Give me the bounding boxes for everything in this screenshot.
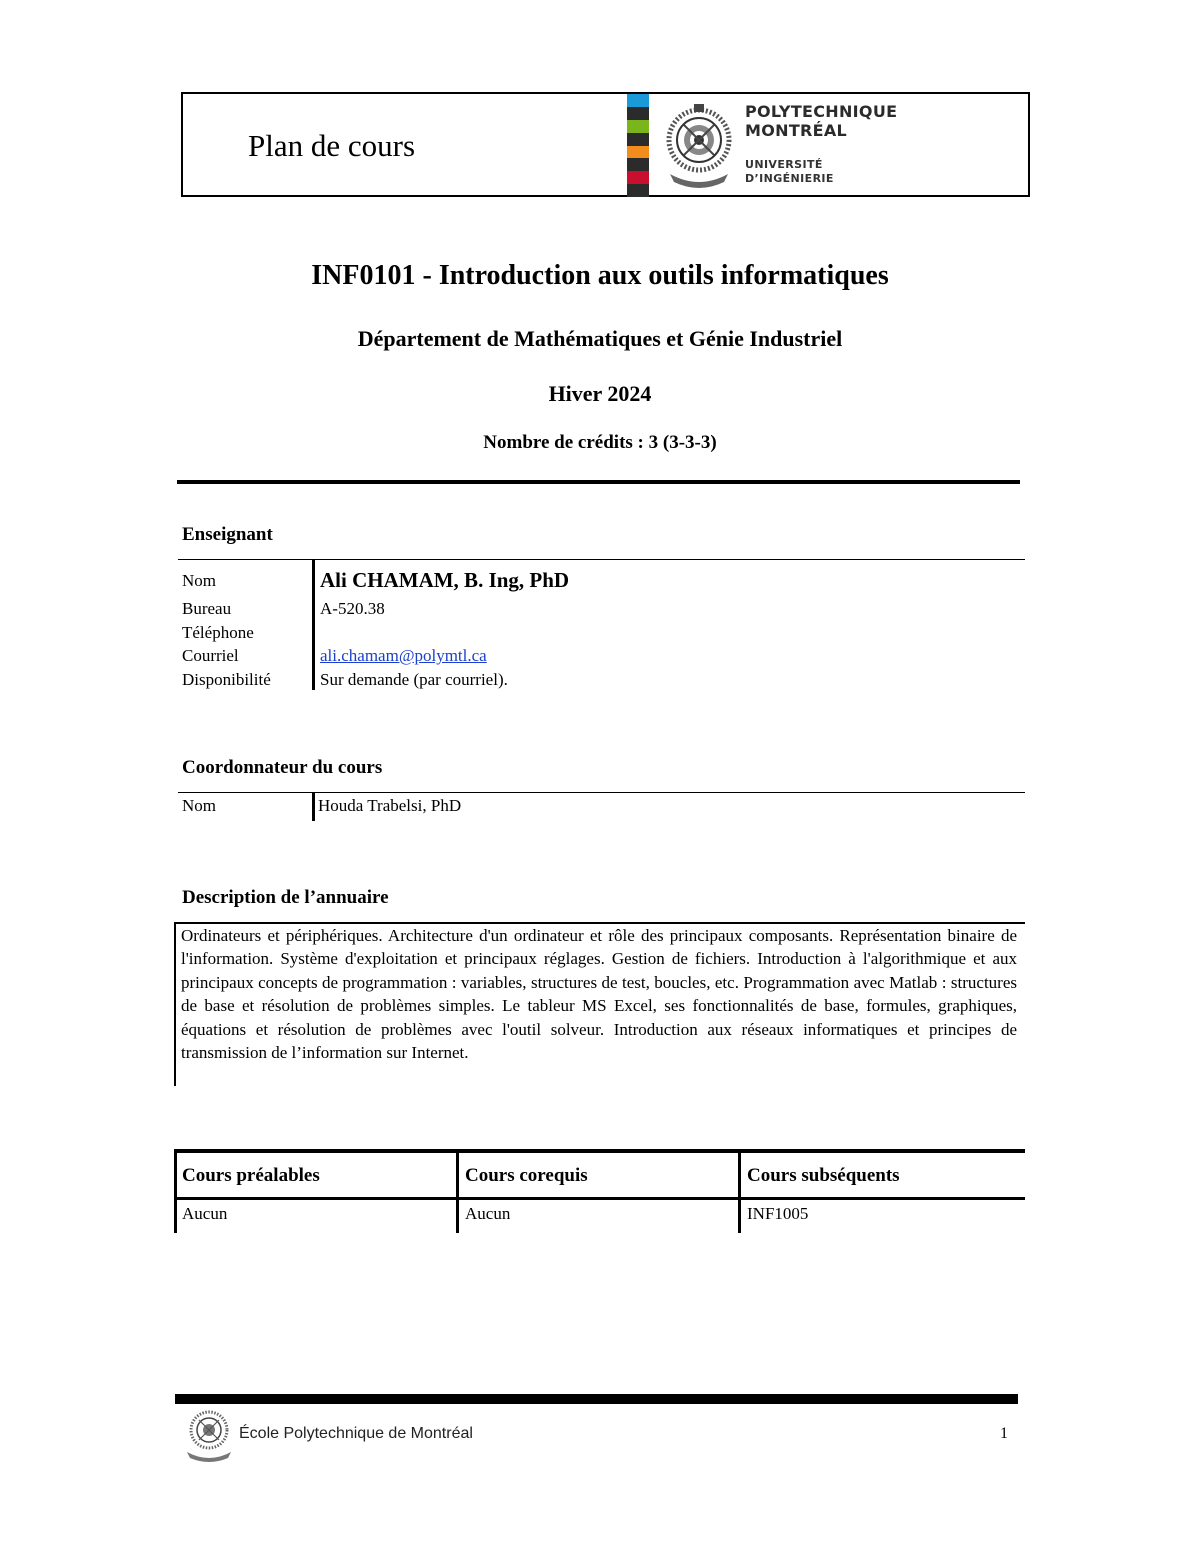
description-heading: Description de l’annuaire bbox=[182, 887, 389, 908]
description-text: Ordinateurs et périphériques. Architecture d'un ordinateur et rôle des principaux composants. Représentation binaire de l'information. Système d'exploitation et principaux réglages. Gestion de fichiers. Introduction à l'algorithmique et aux principaux concepts de programmation : variables, structures de test, boucles, etc. Programmation avec Matlab : structures de base et résolution de problèmes simples. Le tableur MS Excel, ses fonctionnalités de base, formules, graphiques, équations et résolution de problèmes avec l'outil solveur. Introduction aux réseaux informatiques et principes de transmission de l’information sur Internet. bbox=[181, 926, 1017, 1063]
column-separator bbox=[312, 793, 315, 821]
coordinator-heading: Coordonnateur du cours bbox=[182, 757, 383, 778]
office-label: Bureau bbox=[182, 599, 232, 618]
requirements-table-top bbox=[174, 1149, 1025, 1153]
instructor-heading: Enseignant bbox=[182, 524, 273, 545]
availability-label: Disponibilité bbox=[182, 670, 271, 689]
footer-rule bbox=[175, 1394, 1018, 1404]
color-segment bbox=[627, 171, 649, 184]
availability-value: Sur demande (par courriel). bbox=[320, 670, 508, 689]
table-column-border bbox=[738, 1151, 741, 1233]
instructor-name: Ali CHAMAM, B. Ing, PhD bbox=[320, 568, 570, 592]
subsequent-courses-value: INF1005 bbox=[747, 1204, 809, 1223]
corequisites-value: Aucun bbox=[465, 1204, 511, 1223]
coordinator-divider bbox=[178, 792, 1025, 793]
footer-seal-logo bbox=[183, 1406, 235, 1462]
credits: Nombre de crédits : 3 (3-3-3) bbox=[483, 432, 717, 453]
course-title: INF0101 - Introduction aux outils informatiques bbox=[311, 260, 889, 291]
corequisites-header: Cours corequis bbox=[465, 1165, 588, 1186]
session: Hiver 2024 bbox=[548, 381, 652, 406]
brand-name-line2: MONTRÉAL bbox=[745, 121, 848, 140]
color-segment bbox=[627, 94, 649, 107]
instructor-divider bbox=[178, 559, 1025, 560]
color-segment bbox=[627, 133, 649, 146]
section-divider bbox=[177, 480, 1020, 484]
requirements-table-divider bbox=[174, 1197, 1025, 1200]
color-segment bbox=[627, 184, 649, 197]
color-segment bbox=[627, 158, 649, 171]
table-column-border bbox=[456, 1151, 459, 1233]
coordinator-name-label: Nom bbox=[182, 796, 216, 815]
email-label: Courriel bbox=[182, 646, 239, 665]
phone-label: Téléphone bbox=[182, 623, 254, 642]
brand-name-line1: POLYTECHNIQUE bbox=[745, 102, 898, 121]
footer-school-name: École Polytechnique de Montréal bbox=[239, 1425, 473, 1442]
email-value bbox=[320, 644, 487, 668]
office-value: A-520.38 bbox=[320, 599, 385, 618]
color-segment bbox=[627, 107, 649, 120]
department: Département de Mathématiques et Génie Industriel bbox=[357, 326, 843, 351]
brand-tagline-line2: D’INGÉNIERIE bbox=[745, 172, 834, 185]
polytechnique-seal-logo bbox=[660, 100, 738, 188]
brand-tagline-line1: UNIVERSITÉ bbox=[745, 158, 823, 171]
subsequent-courses-header: Cours subséquents bbox=[747, 1165, 900, 1186]
color-segment bbox=[627, 120, 649, 133]
instructor-name-label: Nom bbox=[182, 571, 216, 590]
coordinator-name: Houda Trabelsi, PhD bbox=[318, 796, 462, 815]
page-number: 1 bbox=[1000, 1425, 1008, 1442]
document-title: Plan de cours bbox=[248, 128, 416, 163]
prerequisites-header: Cours préalables bbox=[182, 1165, 320, 1186]
table-column-border bbox=[174, 1151, 177, 1233]
email-link[interactable]: ali.chamam@polymtl.ca bbox=[320, 646, 487, 665]
column-separator bbox=[312, 560, 315, 690]
prerequisites-value: Aucun bbox=[182, 1204, 228, 1223]
brand-color-bar bbox=[627, 94, 649, 197]
color-segment bbox=[627, 146, 649, 159]
